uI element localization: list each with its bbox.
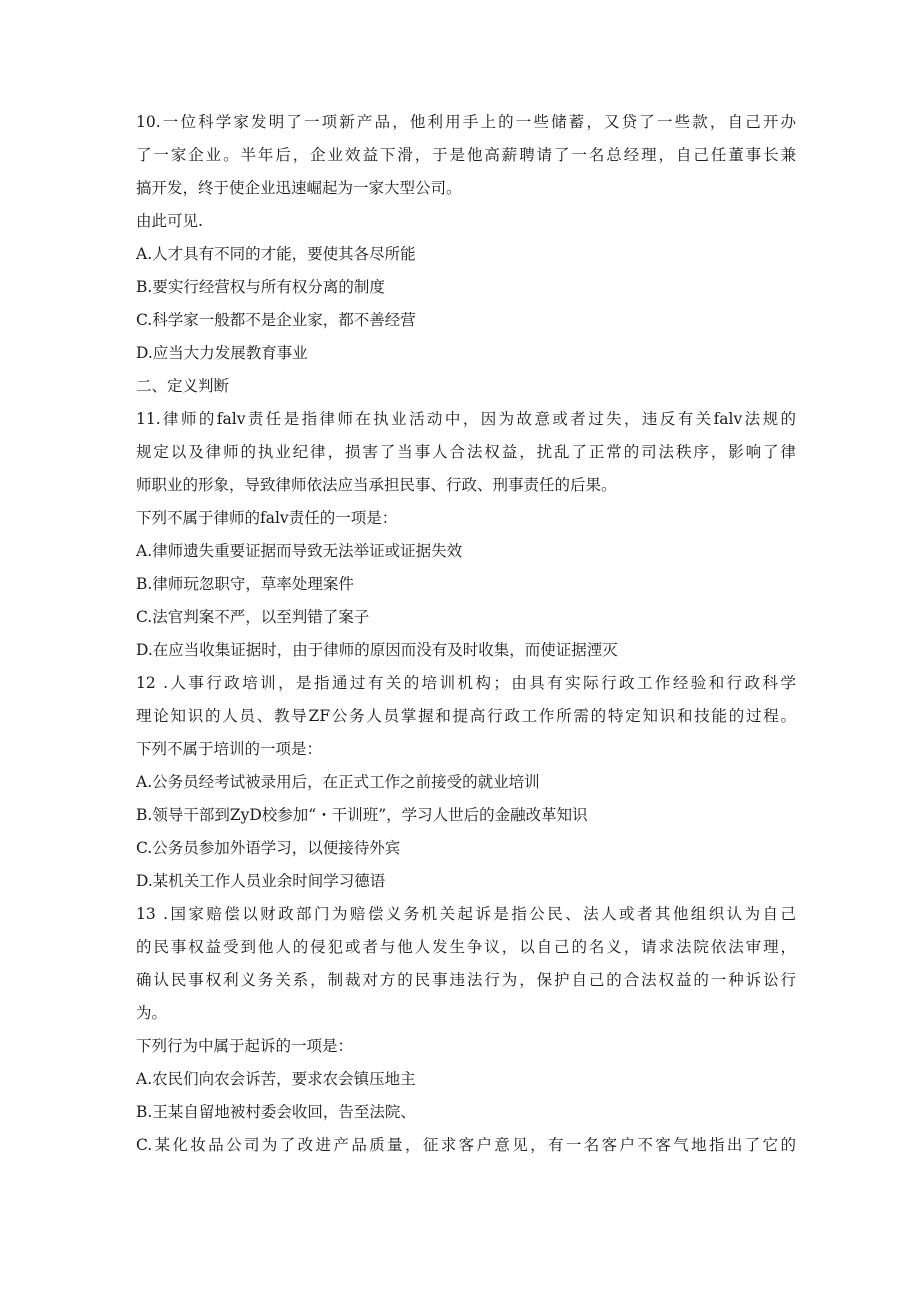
text-line: D.在应当收集证据时，由于律师的原因而没有及时收集，而使证据湮灭	[136, 641, 618, 659]
text-line: B.领导干部到ZyD校参加“・干训班”，学习人世后的金融改革知识	[136, 806, 588, 824]
text-line: A.公务员经考试被录用后，在正式工作之前接受的就业培训	[136, 773, 540, 791]
text-line: A.律师遗失重要证据而导致无法举证或证据失效	[136, 542, 463, 560]
text-line: B.律师玩忽职守，草率处理案件	[136, 575, 354, 593]
text-line: 下列不属于律师的falv责任的一项是：	[136, 509, 398, 527]
text-line: 确认民事权利义务关系，制裁对方的民事违法行为，保护自己的合法权益的一种诉讼行	[136, 971, 796, 989]
text-line: D.某机关工作人员业余时间学习德语	[136, 872, 386, 890]
text-line: A.农民们向农会诉苦，要求农会镇压地主	[136, 1070, 416, 1088]
text-line: C.公务员参加外语学习，以便接待外宾	[136, 839, 401, 857]
text-line: 师职业的形象，导致律师依法应当承担民事、行政、刑事责任的后果。	[136, 476, 617, 494]
text-line: 13 .国家赔偿以财政部门为赔偿义务机关起诉是指公民、法人或者其他组织认为自己	[136, 905, 796, 923]
text-line: 11.律师的falv责任是指律师在执业活动中，因为故意或者过失，违反有关falv法规的	[136, 410, 796, 428]
text-line: 下列不属于培训的一项是：	[136, 740, 323, 758]
text-line: 二、定义判断	[136, 377, 230, 395]
text-line: 了一家企业。半年后，企业效益下滑，于是他高薪聘请了一名总经理，自己任董事长兼	[136, 146, 796, 164]
document-page	[136, 106, 796, 1162]
text-line: 搞开发，终于使企业迅速崛起为一家大型公司。	[136, 179, 462, 197]
text-line: B.要实行经营权与所有权分离的制度	[136, 278, 385, 296]
text-line: 下列行为中属于起诉的一项是：	[136, 1037, 354, 1055]
text-line: C.法官判案不严，以至判错了案子	[136, 608, 370, 626]
text-line: 10.一位科学家发明了一项新产品，他利用手上的一些储蓄，又贷了一些款，自己开办	[136, 113, 796, 131]
text-line: A.人才具有不同的才能，要使其各尽所能	[136, 245, 416, 263]
text-line: 的民事权益受到他人的侵犯或者与他人发生争议，以自己的名义，请求法院依法审理，	[136, 938, 796, 956]
text-line: 由此可见.	[136, 212, 203, 230]
text-line: B.王某自留地被村委会收回，告至法院、	[136, 1103, 416, 1121]
text-line: 规定以及律师的执业纪律，损害了当事人合法权益，扰乱了正常的司法秩序，影响了律	[136, 443, 796, 461]
text-line: C.某化妆品公司为了改进产品质量，征求客户意见，有一名客户不客气地指出了它的	[136, 1136, 796, 1154]
text-line: C.科学家一般都不是企业家，都不善经营	[136, 311, 416, 329]
text-line: 为。	[136, 1004, 168, 1022]
text-line: 理论知识的人员、教导ZF公务人员掌握和提高行政工作所需的特定知识和技能的过程。	[136, 707, 796, 725]
text-line: D.应当大力发展教育事业	[136, 344, 308, 362]
text-line: 12 .人事行政培训，是指通过有关的培训机构；由具有实际行政工作经验和行政科学	[136, 674, 796, 692]
